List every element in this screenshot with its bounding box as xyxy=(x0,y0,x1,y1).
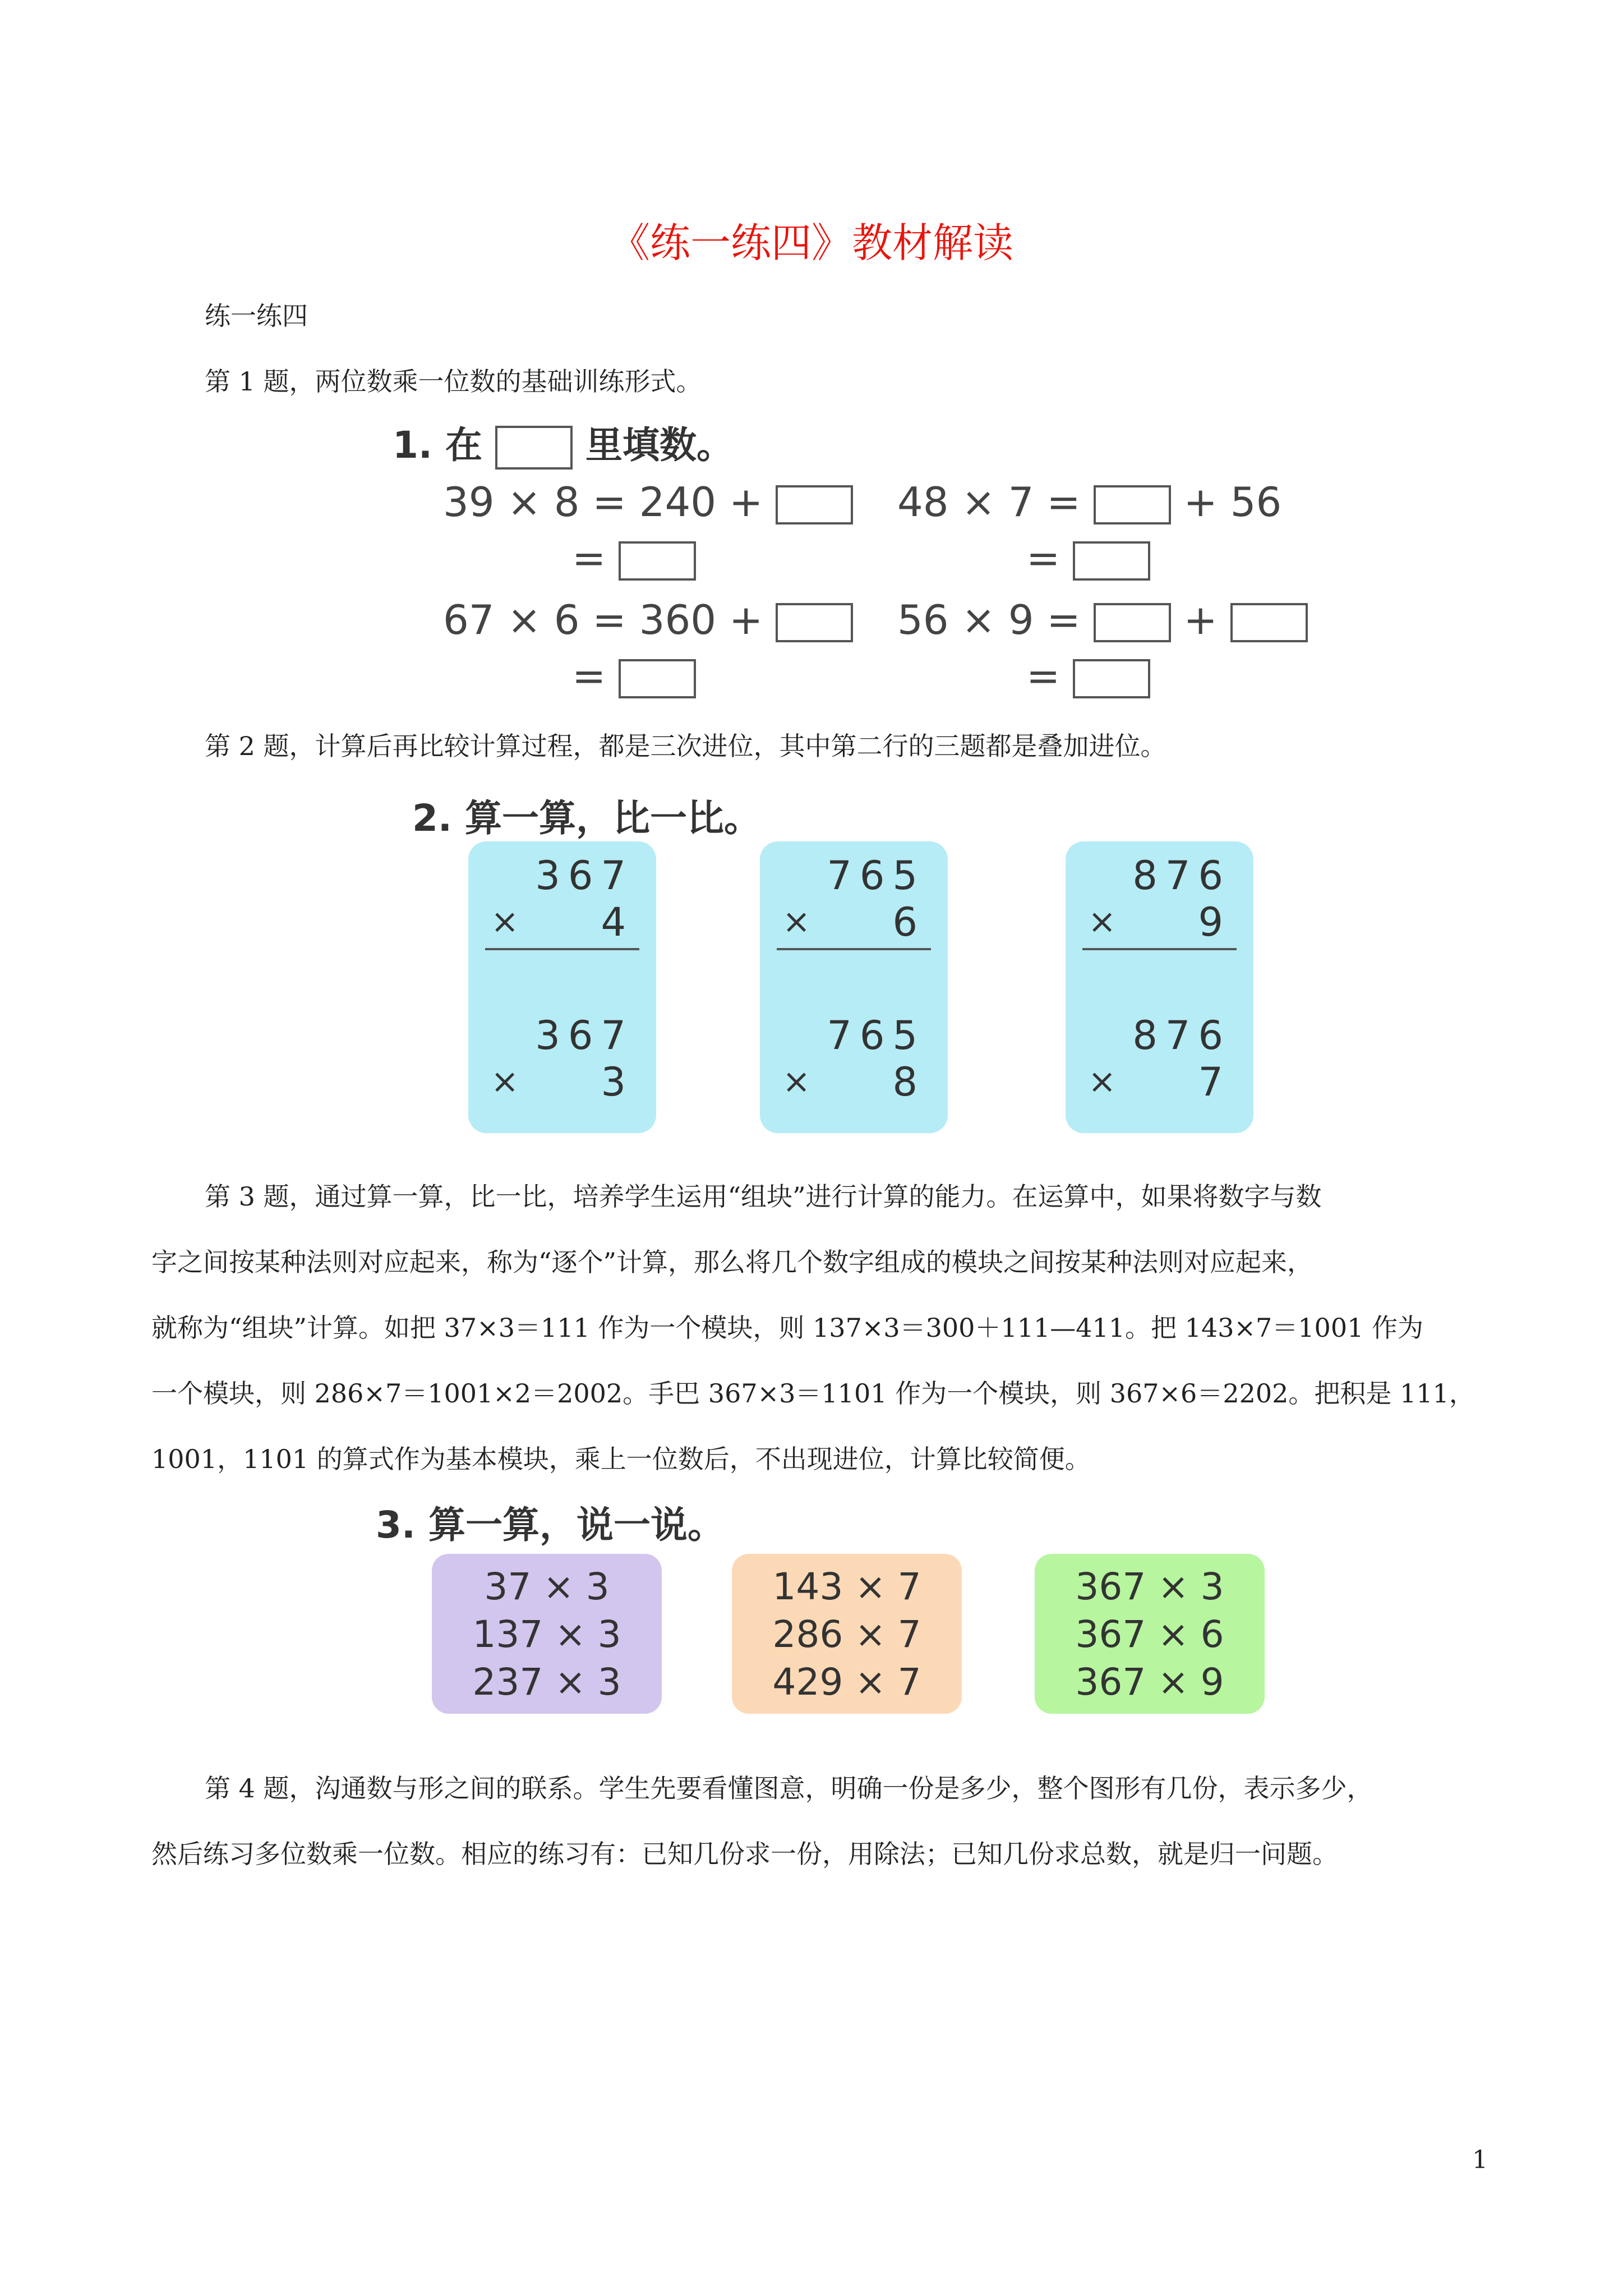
equals-sign: = xyxy=(572,652,606,700)
page-number: 1 xyxy=(1472,2146,1488,2174)
times-sign: × xyxy=(491,902,519,941)
equation-39x8 xyxy=(443,477,853,527)
answer-box[interactable] xyxy=(776,485,853,524)
exercise-1-header-text-a: 在 xyxy=(445,424,482,467)
answer-box[interactable] xyxy=(1094,603,1171,642)
exercise-2-card-2 xyxy=(760,841,948,1133)
expression: 367 × 3 xyxy=(1075,1565,1224,1608)
equation-39x8-result xyxy=(572,533,696,583)
times-sign: × xyxy=(782,902,811,941)
multiplicand: 367 xyxy=(535,1013,634,1059)
answer-box[interactable] xyxy=(776,603,853,642)
equation-48x7 xyxy=(897,477,1281,527)
q2-description: 第 2 题，计算后再比较计算过程，都是三次进位，其中第二行的三题都是叠加进位。 xyxy=(205,731,1166,761)
exercise-2-header: 2. 算一算，比一比。 xyxy=(412,797,761,840)
answer-box[interactable] xyxy=(1073,541,1150,581)
exercise-1-header xyxy=(393,415,734,470)
multiplier: 6 xyxy=(892,899,925,945)
answer-box[interactable] xyxy=(619,659,696,698)
result-line xyxy=(777,948,931,950)
exercise-3-card-2 xyxy=(732,1554,962,1714)
answer-box[interactable] xyxy=(1094,485,1171,524)
equation-67x6-result xyxy=(572,651,696,701)
result-line xyxy=(1082,948,1237,950)
equation-tail: + 56 xyxy=(1183,478,1282,526)
exercise-3-header: 3. 算一算，说一说。 xyxy=(376,1503,725,1547)
multiplier: 7 xyxy=(1198,1059,1231,1105)
q1-description: 第 1 题，两位数乘一位数的基础训练形式。 xyxy=(205,366,702,397)
page-title: 《练一练四》教材解读 xyxy=(609,219,1013,266)
q4-line-2: 然后练习多位数乘一位数。相应的练习有：已知几份求一份，用除法；已知几份求总数，就是归一问题。 xyxy=(151,1839,1338,1869)
times-sign: × xyxy=(782,1062,811,1101)
exercise-1-number: 1. xyxy=(393,424,432,467)
blank-box-legend xyxy=(495,426,573,470)
equation-67x6 xyxy=(443,595,853,645)
multiplier: 8 xyxy=(892,1059,925,1105)
answer-box[interactable] xyxy=(1073,659,1150,698)
q3-line-2: 字之间按某种法则对应起来，称为“逐个”计算，那么将几个数字组成的模块之间按某种法则对应起来， xyxy=(151,1247,1313,1277)
result-line xyxy=(485,948,639,950)
q3-line-5: 1001，1101 的算式作为基本模块，乘上一位数后，不出现进位，计算比较简便。 xyxy=(151,1444,1091,1474)
equation-text: 56 × 9 = xyxy=(897,596,1081,643)
q3-line-1: 第 3 题，通过算一算，比一比，培养学生运用“组块”进行计算的能力。在运算中，如果将数字与数 xyxy=(205,1181,1322,1212)
expression: 37 × 3 xyxy=(484,1565,610,1608)
equation-48x7-result xyxy=(1026,533,1150,583)
q4-line-1: 第 4 题，沟通数与形之间的联系。学生先要看懂图意，明确一份是多少，整个图形有几份，表示多少， xyxy=(205,1773,1373,1803)
expression: 367 × 6 xyxy=(1075,1613,1224,1656)
equation-56x9-result xyxy=(1026,651,1150,701)
equals-sign: = xyxy=(572,535,606,582)
exercise-2-card-1 xyxy=(468,841,656,1133)
expression: 237 × 3 xyxy=(472,1660,621,1704)
equation-56x9 xyxy=(897,595,1308,645)
exercise-3-card-3 xyxy=(1035,1554,1265,1714)
equation-text: 48 × 7 = xyxy=(897,478,1081,526)
expression: 286 × 7 xyxy=(772,1613,921,1656)
q3-line-3: 就称为“组块”计算。如把 37×3＝111 作为一个模块，则 137×3＝300＋111—411。把 143×7＝1001 作为 xyxy=(151,1313,1423,1343)
multiplier: 9 xyxy=(1198,899,1231,945)
equation-text: 67 × 6 = 360 + xyxy=(443,596,763,643)
exercise-2-card-3 xyxy=(1066,841,1253,1133)
times-sign: × xyxy=(491,1062,519,1101)
equals-sign: = xyxy=(1026,535,1061,582)
expression: 367 × 9 xyxy=(1075,1660,1224,1704)
equation-tail: + xyxy=(1183,596,1218,643)
q3-line-4: 一个模块，则 286×7＝1001×2＝2002。手巴 367×3＝1101 作为一个模块，则 367×6＝2202。把积是 111， xyxy=(151,1378,1475,1409)
multiplicand: 765 xyxy=(827,1013,925,1059)
exercise-1-figure xyxy=(387,415,1282,707)
expression: 429 × 7 xyxy=(772,1660,921,1704)
exercise-3-card-1 xyxy=(432,1554,662,1714)
equation-text: 39 × 8 = 240 + xyxy=(443,478,763,526)
multiplicand: 367 xyxy=(535,853,634,899)
exercise-1-header-text-b: 里填数。 xyxy=(585,424,734,467)
expression: 137 × 3 xyxy=(472,1613,621,1656)
multiplier: 4 xyxy=(601,899,634,945)
times-sign: × xyxy=(1088,1062,1117,1101)
answer-box[interactable] xyxy=(619,541,696,581)
section-label: 练一练四 xyxy=(205,301,308,331)
multiplicand: 876 xyxy=(1132,853,1231,899)
multiplicand: 765 xyxy=(827,853,925,899)
times-sign: × xyxy=(1088,902,1117,941)
multiplier: 3 xyxy=(601,1059,634,1105)
multiplicand: 876 xyxy=(1132,1013,1231,1059)
answer-box[interactable] xyxy=(1230,603,1308,642)
expression: 143 × 7 xyxy=(772,1565,921,1608)
equals-sign: = xyxy=(1026,652,1061,700)
